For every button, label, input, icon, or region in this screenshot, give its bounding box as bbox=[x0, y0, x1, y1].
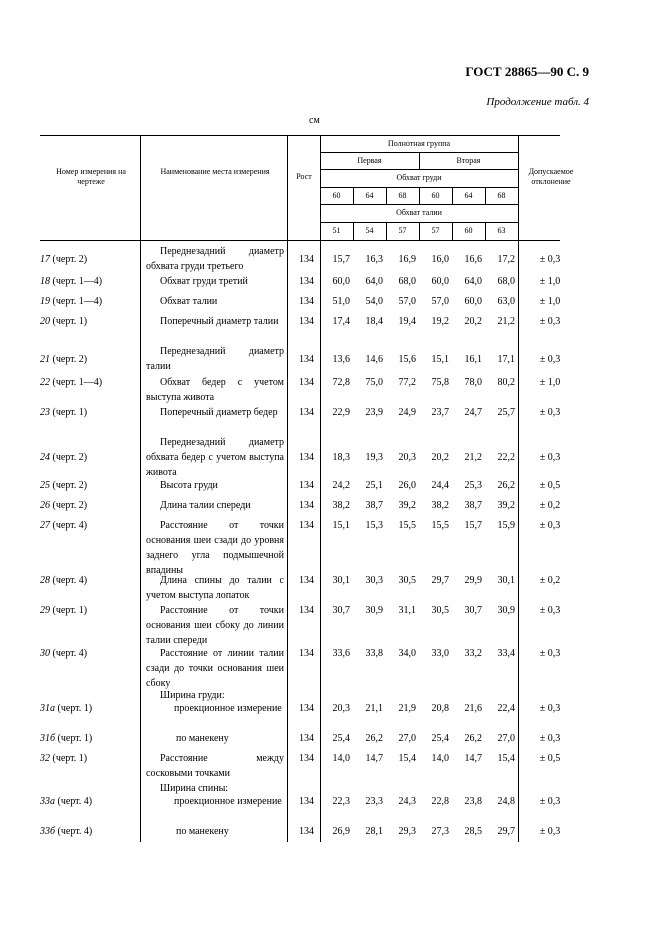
header-subgroup-rule bbox=[320, 169, 518, 170]
measurement-value: 24,2 bbox=[332, 480, 350, 491]
measurement-value: 17,1 bbox=[497, 353, 515, 365]
measurement-value: 33,0 bbox=[431, 648, 449, 659]
chest-value: 60 bbox=[431, 191, 440, 200]
tolerance-value: ± 0,3 bbox=[539, 648, 561, 659]
measurement-number bbox=[40, 573, 150, 588]
measurement-value: 28,5 bbox=[464, 826, 482, 837]
measurement-value: 39,2 bbox=[497, 500, 515, 511]
measurement-value: 14,0 bbox=[332, 753, 350, 764]
height-value: 134 bbox=[299, 753, 314, 764]
column-header-group: Полнотная группа bbox=[387, 139, 451, 148]
measurement-number bbox=[40, 294, 150, 309]
measurement-value: 14,0 bbox=[431, 753, 449, 764]
column-header-name: Наименование места измерения bbox=[160, 167, 270, 176]
measurement-value: 29,9 bbox=[464, 575, 482, 586]
measurement-value: 15,5 bbox=[431, 520, 449, 531]
tolerance-value: ± 0,3 bbox=[539, 407, 561, 418]
drawing-reference: (черт. 1) bbox=[50, 316, 88, 327]
table-continuation-label: Продолжение табл. 4 bbox=[486, 96, 589, 108]
tolerance-value: ± 0,5 bbox=[539, 753, 561, 764]
measurement-value: 30,9 bbox=[365, 605, 383, 616]
measurement-value: 24,3 bbox=[398, 796, 416, 807]
measurement-name: Обхват талии bbox=[160, 296, 218, 307]
drawing-reference: (черт. 1) bbox=[50, 407, 88, 418]
height-value: 134 bbox=[299, 500, 314, 511]
measurement-number-value: 32 bbox=[40, 753, 50, 764]
measurement-name: Длина спины до талии с учетом выступа лопаток bbox=[146, 575, 284, 601]
height-value: 134 bbox=[299, 276, 314, 287]
measurement-number-value: 19 bbox=[40, 296, 50, 307]
measurement-number-value: 30 bbox=[40, 648, 50, 659]
measurement-value: 15,5 bbox=[398, 520, 416, 531]
measurement-number-value: 31а bbox=[40, 703, 55, 714]
measurement-value: 14,7 bbox=[464, 753, 482, 764]
column-header-waist: Обхват талии bbox=[396, 208, 442, 217]
measurement-value: 23,8 bbox=[464, 796, 482, 807]
measurement-value: 19,4 bbox=[398, 316, 416, 327]
measurement-number bbox=[40, 314, 150, 329]
measurement-number bbox=[40, 731, 150, 746]
measurement-value: 25,1 bbox=[365, 480, 383, 491]
measurement-name: Поперечный диаметр талии bbox=[160, 316, 279, 327]
measurement-value: 21,2 bbox=[464, 452, 482, 463]
height-value: 134 bbox=[299, 733, 314, 744]
measurement-number-value: 20 bbox=[40, 316, 50, 327]
measurement-name: Расстояние от точки основания шеи сбоку до линии талии спереди bbox=[146, 605, 284, 646]
measurement-value: 14,6 bbox=[365, 353, 383, 365]
tolerance-value: ± 1,0 bbox=[539, 296, 561, 307]
height-value: 134 bbox=[299, 796, 314, 807]
measurement-value: 19,2 bbox=[431, 316, 449, 327]
measurement-value: 15,4 bbox=[497, 753, 515, 764]
header-divider bbox=[320, 135, 321, 240]
height-value: 134 bbox=[299, 407, 314, 418]
drawing-reference: (черт. 1—4) bbox=[50, 377, 103, 388]
drawing-reference: (черт. 2) bbox=[50, 452, 88, 463]
drawing-reference: (черт. 1—4) bbox=[50, 296, 103, 307]
measurement-value: 64,0 bbox=[464, 276, 482, 287]
measurement-number bbox=[40, 375, 150, 390]
measurement-value: 33,8 bbox=[365, 648, 383, 659]
measurement-value: 20,3 bbox=[398, 452, 416, 463]
height-value: 134 bbox=[299, 605, 314, 616]
measurement-value: 24,7 bbox=[464, 407, 482, 418]
measurement-value: 75,8 bbox=[431, 377, 449, 388]
chest-value: 64 bbox=[464, 191, 473, 200]
measurement-value: 22,3 bbox=[332, 796, 350, 807]
measurement-value: 30,1 bbox=[332, 575, 350, 586]
measurement-value: 21,2 bbox=[497, 316, 515, 327]
measurement-value: 64,0 bbox=[365, 276, 383, 287]
measurement-value: 16,6 bbox=[464, 253, 482, 265]
measurement-value: 30,7 bbox=[464, 605, 482, 616]
measurement-number bbox=[40, 646, 150, 661]
measurement-value: 29,3 bbox=[398, 826, 416, 837]
column-header-second: Вторая bbox=[456, 156, 481, 165]
measurement-number bbox=[40, 478, 150, 493]
measurement-value: 16,0 bbox=[431, 253, 449, 265]
measurement-value: 38,7 bbox=[464, 500, 482, 511]
measurement-name: Ширина спины: bbox=[160, 783, 229, 794]
measurement-number-value: 18 bbox=[40, 276, 50, 287]
measurement-value: 17,4 bbox=[332, 316, 350, 327]
measurement-value: 15,3 bbox=[365, 520, 383, 531]
column-header-first: Первая bbox=[357, 156, 382, 165]
measurement-number-value: 17 bbox=[40, 253, 50, 265]
height-value: 134 bbox=[299, 575, 314, 586]
measurement-value: 17,2 bbox=[497, 253, 515, 265]
waist-value: 57 bbox=[431, 226, 440, 235]
drawing-reference: (черт. 1) bbox=[55, 703, 93, 714]
measurement-value: 15,9 bbox=[497, 520, 515, 531]
drawing-reference: (черт. 1) bbox=[50, 605, 88, 616]
measurement-value: 60,0 bbox=[431, 276, 449, 287]
measurement-value: 25,7 bbox=[497, 407, 515, 418]
height-value: 134 bbox=[299, 452, 314, 463]
measurement-name: Высота груди bbox=[160, 480, 218, 491]
measurement-value: 75,0 bbox=[365, 377, 383, 388]
measurement-value: 15,1 bbox=[332, 520, 350, 531]
measurement-name: Переднезадний диаметр обхвата груди третьего bbox=[146, 246, 284, 272]
measurement-name: проекционное измерение bbox=[174, 796, 282, 807]
tolerance-value: ± 0,3 bbox=[539, 703, 561, 714]
measurement-value: 16,9 bbox=[398, 253, 416, 265]
measurement-number-value: 21 bbox=[40, 353, 50, 365]
measurement-value: 22,9 bbox=[332, 407, 350, 418]
measurement-value: 15,1 bbox=[431, 353, 449, 365]
column-divider bbox=[287, 240, 288, 842]
measurement-name: Ширина груди: bbox=[160, 690, 225, 701]
measurement-value: 26,0 bbox=[398, 480, 416, 491]
measurement-value: 13,6 bbox=[332, 353, 350, 365]
tolerance-value: ± 0,3 bbox=[539, 605, 561, 616]
chest-value: 68 bbox=[497, 191, 506, 200]
measurement-value: 24,9 bbox=[398, 407, 416, 418]
drawing-reference: (черт. 1—4) bbox=[50, 276, 103, 287]
measurement-number-value: 23 bbox=[40, 407, 50, 418]
measurement-value: 22,2 bbox=[497, 452, 515, 463]
tolerance-value: ± 1,0 bbox=[539, 276, 561, 287]
measurement-value: 72,8 bbox=[332, 377, 350, 388]
drawing-reference: (черт. 1) bbox=[50, 753, 88, 764]
measurement-name: Переднезадний диаметр талии bbox=[146, 346, 284, 372]
measurement-value: 15,7 bbox=[464, 520, 482, 531]
measurement-value: 18,3 bbox=[332, 452, 350, 463]
height-value: 134 bbox=[299, 316, 314, 327]
measurement-value: 15,7 bbox=[332, 253, 350, 265]
measurement-value: 23,9 bbox=[365, 407, 383, 418]
drawing-reference: (черт. 2) bbox=[50, 500, 88, 511]
measurement-name: проекционное измерение bbox=[174, 703, 282, 714]
measurement-number bbox=[40, 252, 150, 267]
measurement-name: Обхват бедер с учетом выступа живота bbox=[146, 377, 284, 403]
drawing-reference: (черт. 2) bbox=[50, 480, 88, 491]
drawing-reference: (черт. 4) bbox=[50, 520, 88, 531]
drawing-reference: (черт. 1) bbox=[55, 733, 93, 744]
measurement-number bbox=[40, 405, 150, 420]
measurement-value: 33,6 bbox=[332, 648, 350, 659]
header-divider bbox=[140, 135, 141, 240]
waist-value: 60 bbox=[464, 226, 473, 235]
measurement-value: 68,0 bbox=[398, 276, 416, 287]
column-header-chest: Обхват груди bbox=[396, 173, 442, 182]
drawing-reference: (черт. 4) bbox=[55, 796, 93, 807]
measurement-value: 14,7 bbox=[365, 753, 383, 764]
drawing-reference: (черт. 2) bbox=[50, 353, 88, 365]
tolerance-value: ± 1,0 bbox=[539, 377, 561, 388]
measurement-value: 33,2 bbox=[464, 648, 482, 659]
measurement-value: 60,0 bbox=[332, 276, 350, 287]
measurement-value: 20,8 bbox=[431, 703, 449, 714]
measurement-number bbox=[40, 498, 150, 513]
measurement-value: 21,9 bbox=[398, 703, 416, 714]
measurement-value: 25,3 bbox=[464, 480, 482, 491]
measurement-value: 21,6 bbox=[464, 703, 482, 714]
chest-value: 64 bbox=[365, 191, 374, 200]
measurement-number bbox=[40, 751, 150, 766]
measurement-number-value: 29 bbox=[40, 605, 50, 616]
measurement-value: 27,0 bbox=[398, 733, 416, 744]
measurement-value: 29,7 bbox=[431, 575, 449, 586]
measurement-value: 26,2 bbox=[365, 733, 383, 744]
measurement-name: по манекену bbox=[176, 826, 229, 837]
measurement-number bbox=[40, 518, 150, 533]
tolerance-value: ± 0,3 bbox=[539, 253, 561, 265]
tolerance-value: ± 0,3 bbox=[539, 316, 561, 327]
measurement-value: 30,5 bbox=[431, 605, 449, 616]
measurement-value: 77,2 bbox=[398, 377, 416, 388]
measurement-value: 22,8 bbox=[431, 796, 449, 807]
height-value: 134 bbox=[299, 480, 314, 491]
tolerance-value: ± 0,3 bbox=[539, 452, 561, 463]
measurement-number bbox=[40, 352, 150, 367]
height-value: 134 bbox=[299, 826, 314, 837]
height-value: 134 bbox=[299, 703, 314, 714]
measurement-value: 80,2 bbox=[497, 377, 515, 388]
measurement-value: 26,2 bbox=[464, 733, 482, 744]
measurement-value: 57,0 bbox=[398, 296, 416, 307]
tolerance-value: ± 0,2 bbox=[539, 500, 561, 511]
drawing-reference: (черт. 4) bbox=[50, 575, 88, 586]
column-header-height: Рост bbox=[296, 172, 312, 181]
measurement-number bbox=[40, 824, 150, 839]
measurement-value: 30,9 bbox=[497, 605, 515, 616]
measurement-value: 39,2 bbox=[398, 500, 416, 511]
measurement-value: 15,6 bbox=[398, 353, 416, 365]
measurement-value: 26,9 bbox=[332, 826, 350, 837]
measurement-value: 18,4 bbox=[365, 316, 383, 327]
tolerance-value: ± 0,3 bbox=[539, 353, 561, 365]
waist-value: 57 bbox=[398, 226, 407, 235]
measurement-value: 25,4 bbox=[431, 733, 449, 744]
measurement-value: 68,0 bbox=[497, 276, 515, 287]
measurement-value: 24,4 bbox=[431, 480, 449, 491]
measurement-value: 38,2 bbox=[431, 500, 449, 511]
measurement-number bbox=[40, 794, 150, 809]
measurement-value: 20,3 bbox=[332, 703, 350, 714]
page-header-title: ГОСТ 28865—90 С. 9 bbox=[465, 64, 589, 79]
height-value: 134 bbox=[299, 377, 314, 388]
measurement-value: 21,1 bbox=[365, 703, 383, 714]
height-value: 134 bbox=[299, 296, 314, 307]
height-value: 134 bbox=[299, 520, 314, 531]
header-bottom-rule bbox=[40, 240, 560, 241]
measurement-value: 51,0 bbox=[332, 296, 350, 307]
measurement-value: 54,0 bbox=[365, 296, 383, 307]
chest-value: 68 bbox=[398, 191, 407, 200]
measurement-value: 30,5 bbox=[398, 575, 416, 586]
measurement-value: 33,4 bbox=[497, 648, 515, 659]
measurement-number bbox=[40, 450, 150, 465]
measurement-name: Расстояние от линии талии сзади до точки основания шеи сбоку bbox=[146, 648, 284, 689]
measurement-value: 23,7 bbox=[431, 407, 449, 418]
measurement-value: 19,3 bbox=[365, 452, 383, 463]
measurement-value: 30,7 bbox=[332, 605, 350, 616]
measurement-number bbox=[40, 274, 150, 289]
measurement-value: 30,3 bbox=[365, 575, 383, 586]
measurement-name: Обхват груди третий bbox=[160, 276, 248, 287]
column-header-num: Номер измерения на чертеже bbox=[56, 167, 126, 186]
measurement-value: 20,2 bbox=[464, 316, 482, 327]
measurement-value: 57,0 bbox=[431, 296, 449, 307]
tolerance-value: ± 0,3 bbox=[539, 520, 561, 531]
waist-value: 51 bbox=[332, 226, 341, 235]
measurement-value: 63,0 bbox=[497, 296, 515, 307]
header-chestvals-rule bbox=[320, 204, 518, 205]
measurement-value: 20,2 bbox=[431, 452, 449, 463]
measurement-value: 27,0 bbox=[497, 733, 515, 744]
measurement-number-value: 26 bbox=[40, 500, 50, 511]
drawing-reference: (черт. 4) bbox=[50, 648, 88, 659]
measurement-number-value: 31б bbox=[40, 733, 56, 744]
measurement-value: 28,1 bbox=[365, 826, 383, 837]
height-value: 134 bbox=[299, 253, 314, 265]
measurement-name: Расстояние между сосковыми точками bbox=[146, 753, 284, 779]
drawing-reference: (черт. 4) bbox=[55, 826, 93, 837]
height-value: 134 bbox=[299, 648, 314, 659]
measurement-name: Длина талии спереди bbox=[160, 500, 251, 511]
waist-value: 63 bbox=[497, 226, 506, 235]
measurement-value: 23,3 bbox=[365, 796, 383, 807]
measurement-value: 15,4 bbox=[398, 753, 416, 764]
measurement-number bbox=[40, 603, 150, 618]
measurement-value: 34,0 bbox=[398, 648, 416, 659]
tolerance-value: ± 0,3 bbox=[539, 826, 561, 837]
measurement-number bbox=[40, 701, 150, 716]
column-header-tolerance: Допускаемое отклонение bbox=[528, 167, 574, 186]
measurement-value: 38,7 bbox=[365, 500, 383, 511]
tolerance-value: ± 0,3 bbox=[539, 796, 561, 807]
measurement-value: 78,0 bbox=[464, 377, 482, 388]
header-top-rule bbox=[40, 135, 560, 136]
measurement-value: 38,2 bbox=[332, 500, 350, 511]
measurement-number-value: 33б bbox=[40, 826, 56, 837]
column-divider bbox=[518, 240, 519, 842]
measurement-value: 27,3 bbox=[431, 826, 449, 837]
measurement-value: 60,0 bbox=[464, 296, 482, 307]
tolerance-value: ± 0,2 bbox=[539, 575, 561, 586]
header-divider bbox=[518, 135, 519, 240]
measurement-name: Расстояние от точки основания шеи сзади до уровня заднего угла подмышечной впадины bbox=[146, 520, 284, 576]
measurement-value: 16,3 bbox=[365, 253, 383, 265]
measurement-number-value: 22 bbox=[40, 377, 50, 388]
measurement-value: 30,1 bbox=[497, 575, 515, 586]
measurement-name: Поперечный диаметр бедер bbox=[160, 407, 278, 418]
measurement-number-value: 25 bbox=[40, 480, 50, 491]
measurement-value: 25,4 bbox=[332, 733, 350, 744]
measurement-number-value: 24 bbox=[40, 452, 50, 463]
measurement-value: 31,1 bbox=[398, 605, 416, 616]
measurement-value: 26,2 bbox=[497, 480, 515, 491]
measurement-value: 29,7 bbox=[497, 826, 515, 837]
measurement-number-value: 33а bbox=[40, 796, 55, 807]
tolerance-value: ± 0,3 bbox=[539, 733, 561, 744]
height-value: 134 bbox=[299, 353, 314, 365]
measurement-value: 22,4 bbox=[497, 703, 515, 714]
measurement-value: 24,8 bbox=[497, 796, 515, 807]
measurement-number-value: 28 bbox=[40, 575, 50, 586]
header-divider bbox=[287, 135, 288, 240]
waist-value: 54 bbox=[365, 226, 374, 235]
measurement-number-value: 27 bbox=[40, 520, 50, 531]
chest-value: 60 bbox=[332, 191, 341, 200]
measurement-name: Переднезадний диаметр обхвата бедер с учетом выступа живота bbox=[146, 437, 284, 478]
drawing-reference: (черт. 2) bbox=[50, 253, 88, 265]
measurement-value: 16,1 bbox=[464, 353, 482, 365]
measurement-name: по манекену bbox=[176, 733, 229, 744]
tolerance-value: ± 0,5 bbox=[539, 480, 561, 491]
unit-label: см bbox=[309, 115, 320, 126]
